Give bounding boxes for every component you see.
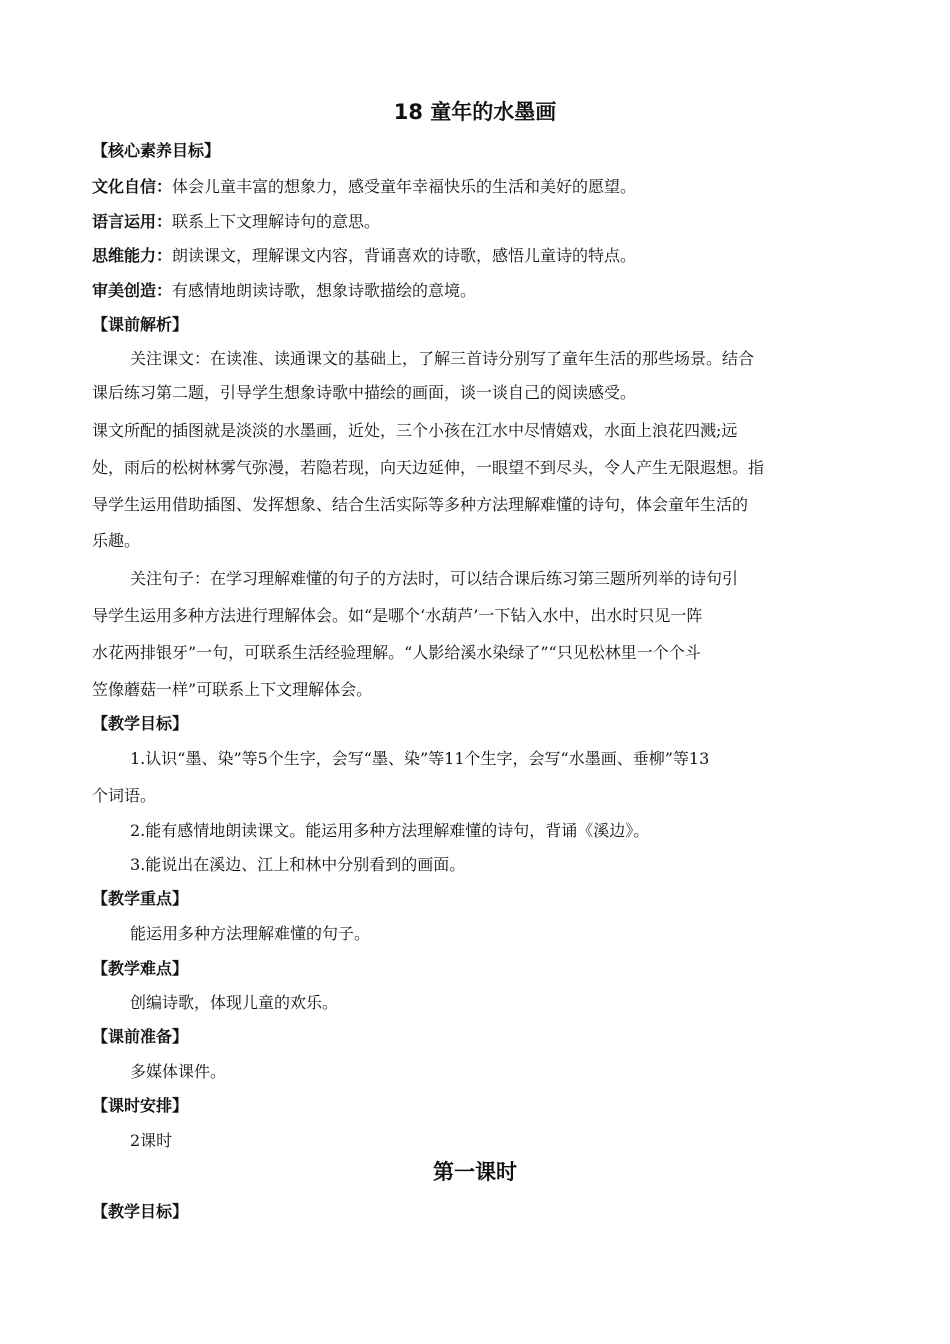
difficulties-text: 创编诗歌，体现儿童的欢乐。 (130, 993, 339, 1012)
core-goal-text: 有感情地朗读诗歌，想象诗歌描绘的意境。 (172, 281, 477, 300)
goal-line: 3.能说出在溪边、江上和林中分别看到的画面。 (130, 855, 466, 874)
core-goal-item (92, 243, 864, 266)
section-heading-teaching-goals: 【教学目标】 (92, 714, 189, 733)
paragraph-line: 导学生运用借助插图、发挥想象、结合生活实际等多种方法理解难懂的诗句，体会童年生活的 (92, 495, 749, 514)
section-heading-difficulties: 【教学难点】 (92, 959, 189, 978)
core-goal-term: 语言运用： (92, 212, 173, 231)
paragraph-line: 关注课文：在读准、读通课文的基础上，了解三首诗分别写了童年生活的那些场景。结合 (130, 349, 755, 368)
section-heading-core-goals: 【核心素养目标】 (92, 141, 221, 160)
core-goal-term: 思维能力： (92, 246, 173, 265)
paragraph-line: 课文所配的插图就是淡淡的水墨画，近处，三个小孩在江水中尽情嬉戏，水面上浪花四溅;远 (92, 421, 738, 440)
preparation-text: 多媒体课件。 (130, 1062, 227, 1081)
core-goal-text: 体会儿童丰富的想象力，感受童年幸福快乐的生活和美好的愿望。 (172, 177, 637, 196)
goal-line: 1.认识“墨、染”等5个生字，会写“墨、染”等11个生字，会写“水墨画、垂柳”等13 (130, 749, 710, 768)
core-goal-item (92, 209, 864, 232)
section-heading-key-points: 【教学重点】 (92, 889, 189, 908)
section-heading-lesson-goals: 【教学目标】 (92, 1202, 189, 1221)
paragraph-line: 导学生运用多种方法进行理解体会。如“是哪个‘水葫芦’一下钻入水中，出水时只见一阵 (92, 606, 703, 625)
core-goal-text: 朗读课文，理解课文内容，背诵喜欢的诗歌，感悟儿童诗的特点。 (172, 246, 637, 265)
section-heading-preparation: 【课前准备】 (92, 1027, 189, 1046)
core-goal-text: 联系上下文理解诗句的意思。 (172, 212, 381, 231)
goal-line: 2.能有感情地朗读课文。能运用多种方法理解难懂的诗句，背诵《溪边》。 (130, 821, 650, 840)
key-points-text: 能运用多种方法理解难懂的句子。 (130, 924, 371, 943)
core-goal-term: 文化自信： (92, 177, 173, 196)
lesson-title: 第一课时 (433, 1160, 517, 1184)
paragraph-line: 水花两排银牙”一句，可联系生活经验理解。“人影给溪水染绿了”“只见松林里一个个斗 (92, 643, 701, 662)
paragraph-line: 笠像蘑菇一样”可联系上下文理解体会。 (92, 680, 373, 699)
schedule-text: 2课时 (130, 1131, 173, 1150)
core-goal-item (92, 174, 864, 197)
goal-line: 个词语。 (92, 786, 157, 805)
paragraph-line: 乐趣。 (92, 531, 141, 550)
document-title: 18 童年的水墨画 (393, 100, 557, 124)
paragraph-line: 课后练习第二题，引导学生想象诗歌中描绘的画面，谈一谈自己的阅读感受。 (92, 383, 637, 402)
section-heading-schedule: 【课时安排】 (92, 1096, 189, 1115)
section-heading-analysis: 【课前解析】 (92, 315, 189, 334)
paragraph-line: 处，雨后的松树林雾气弥漫，若隐若现，向天边延伸，一眼望不到尽头，令人产生无限遐想。指 (92, 458, 765, 477)
paragraph-line: 关注句子：在学习理解难懂的句子的方法时，可以结合课后练习第三题所列举的诗句引 (130, 569, 739, 588)
core-goal-term: 审美创造： (92, 281, 173, 300)
core-goal-item (92, 278, 864, 301)
